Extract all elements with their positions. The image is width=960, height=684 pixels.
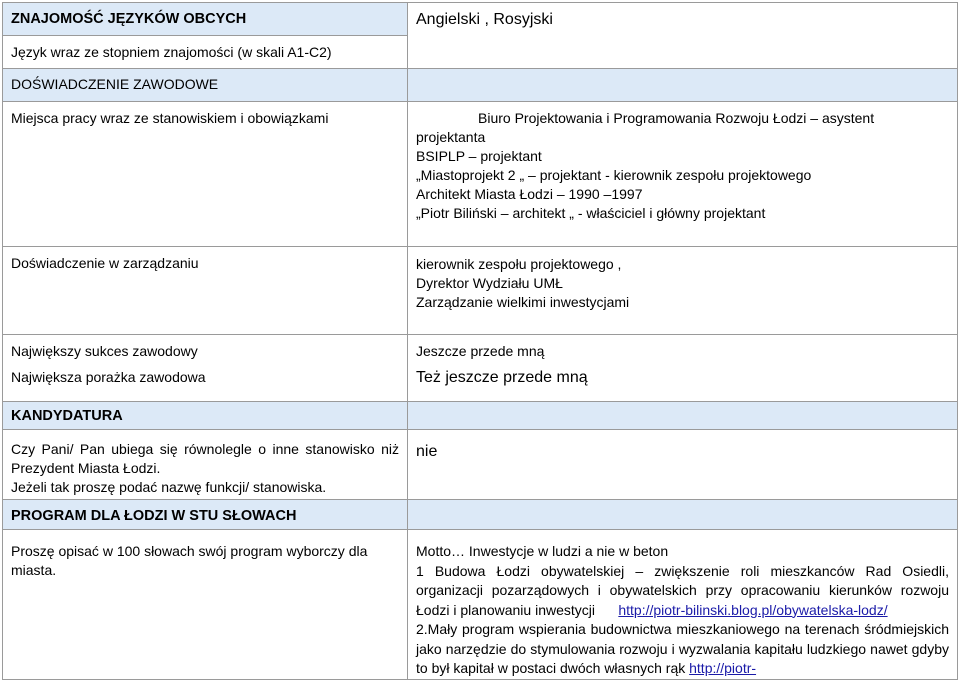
languages-value: Angielski , Rosyjski — [416, 11, 553, 28]
success-failure-value-cell — [408, 335, 958, 402]
blog-link-2[interactable]: http://piotr- — [689, 660, 757, 676]
workplaces-cell — [408, 102, 958, 247]
blog-link-1[interactable]: http://piotr-bilinski.blog.pl/obywatelska-lodz/ — [618, 601, 888, 618]
program-section-title: PROGRAM DLA ŁODZI W STU SŁOWACH — [11, 508, 297, 524]
management-label-cell — [3, 247, 408, 335]
management-row — [3, 247, 958, 335]
languages-row — [3, 3, 958, 36]
failure-label: Największa porażka zawodowa — [11, 369, 206, 385]
program-point-1 — [416, 562, 949, 621]
candidacy-row — [3, 430, 958, 500]
workplace-line: „Piotr Biliński – architekt „ - właściciel i główny projektant — [416, 205, 766, 221]
experience-header-row — [3, 69, 958, 102]
success-value: Jeszcze przede mną — [416, 343, 545, 359]
management-label: Doświadczenie w zarządzaniu — [11, 255, 199, 271]
workplace-line: „Miastoprojekt 2 „ – projektant - kierownik zespołu projektowego — [416, 167, 812, 183]
workplace-line: projektanta — [416, 129, 486, 145]
management-line: Zarządzanie wielkimi inwestycjami — [416, 294, 630, 310]
program-section-cell — [3, 500, 408, 530]
candidacy-question-2: Jeżeli tak proszę podać nazwę funkcji/ stanowiska. — [11, 479, 327, 495]
candidacy-question-1: Czy Pani/ Pan ubiega się równolegle o inne stanowisko niż Prezydent Miasta Łodzi. — [11, 441, 399, 476]
program-point-2-text: 2.Mały program wspierania budownictwa mieszkaniowego na terenach śródmiejskich jako narzędzie do stymulowania rozwoju i wyzwalania kapitału ludzkiego nawet gdyby to był kapitał w postaci dwóch własnych rąk — [416, 621, 949, 676]
candidacy-question-cell — [3, 430, 408, 500]
experience-header-empty-cell — [408, 69, 958, 102]
success-failure-row — [3, 335, 958, 402]
program-header-row — [3, 500, 958, 530]
candidacy-answer-cell — [408, 430, 958, 500]
program-motto: Motto… Inwestycje w ludzi a nie w beton — [416, 543, 669, 559]
program-text-cell — [408, 530, 958, 680]
candidacy-answer: nie — [416, 443, 438, 460]
management-line: kierownik zespołu projektowego , — [416, 256, 622, 272]
failure-value: Też jeszcze przede mną — [416, 369, 588, 386]
success-label: Największy sukces zawodowy — [11, 343, 198, 359]
candidacy-section-cell — [3, 402, 408, 430]
languages-question: Język wraz ze stopniem znajomości (w skali A1-C2) — [11, 44, 332, 60]
workplace-line: Biuro Projektowania i Programowania Rozwoju Łodzi – asystent — [478, 110, 875, 126]
success-failure-label-cell — [3, 335, 408, 402]
languages-value-cell — [408, 3, 958, 69]
candidacy-header-empty-cell — [408, 402, 958, 430]
candidate-form-table — [2, 2, 958, 680]
candidacy-section-title: KANDYDATURA — [11, 408, 123, 424]
program-question-cell — [3, 530, 408, 680]
workplace-line: Architekt Miasta Łodzi – 1990 –1997 — [416, 186, 643, 202]
workplace-line: BSIPLP – projektant — [416, 148, 542, 164]
management-line: Dyrektor Wydziału UMŁ — [416, 275, 563, 291]
workplaces-label: Miejsca pracy wraz ze stanowiskiem i obowiązkami — [11, 110, 329, 126]
experience-section-cell — [3, 69, 408, 102]
workplaces-label-cell — [3, 102, 408, 247]
languages-section-title: ZNAJOMOŚĆ JĘZYKÓW OBCYCH — [11, 11, 247, 27]
languages-question-cell — [3, 36, 408, 69]
workplaces-row — [3, 102, 958, 247]
program-header-empty-cell — [408, 500, 958, 530]
program-row — [3, 530, 958, 680]
languages-section-cell — [3, 3, 408, 36]
experience-section-title: DOŚWIADCZENIE ZAWODOWE — [11, 76, 219, 92]
program-point-2 — [416, 620, 949, 679]
management-cell — [408, 247, 958, 335]
program-point-1-text: 1 Budowa Łodzi obywatelskiej – zwiększenie roli mieszkanców Rad Osiedli, organizacji pozarządowych i obywatelskich przy opracowaniu kierunków rozwoju Łodzi i planowaniu inwestycji — [416, 562, 949, 618]
program-question: Proszę opisać w 100 słowach swój program wyborczy dla miasta. — [11, 543, 368, 578]
candidacy-header-row — [3, 402, 958, 430]
